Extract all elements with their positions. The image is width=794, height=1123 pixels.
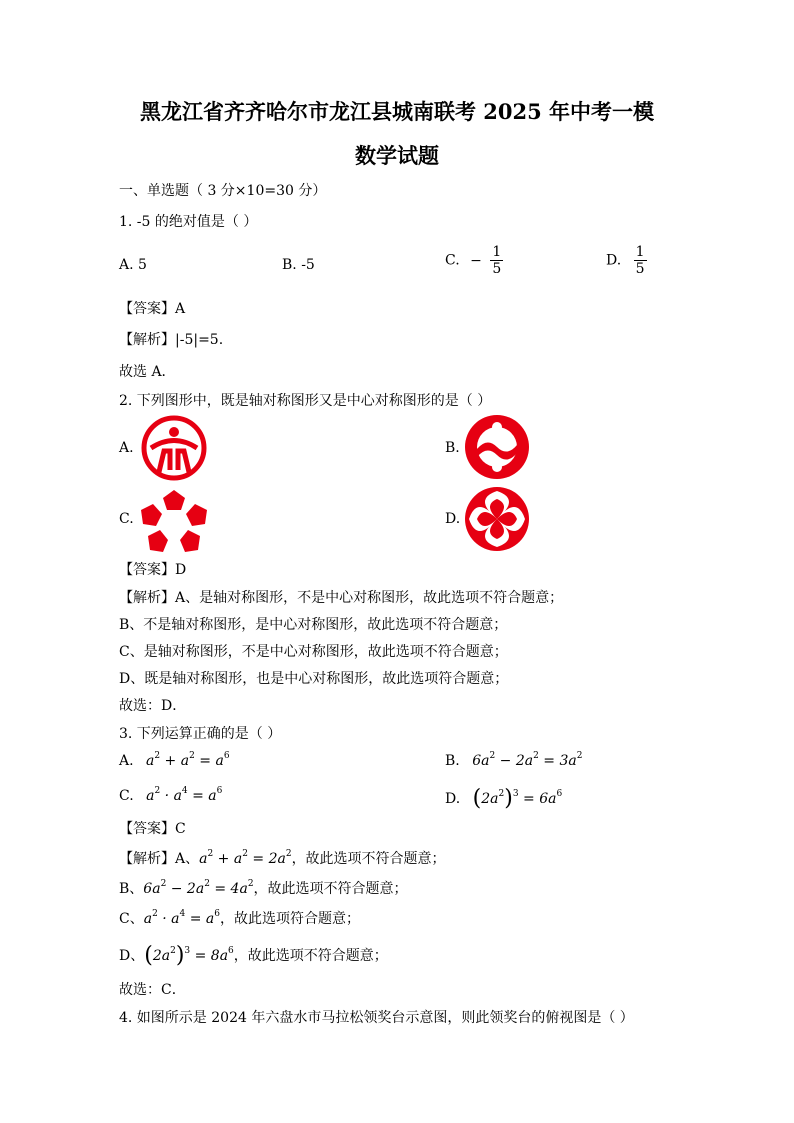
q3-option-b-label: B. <box>445 753 460 769</box>
q1-conclusion: 故选 A． <box>119 364 176 380</box>
q1-c-numerator: 1 <box>492 244 502 260</box>
q3-option-d-label: D. <box>445 791 461 807</box>
q3-option-a-label: A. <box>119 753 134 769</box>
q2-option-b-label: B. <box>445 440 460 456</box>
q1-c-denominator: 5 <box>492 261 502 277</box>
q3-analysis-d-prefix: D、 <box>119 948 145 964</box>
q1-d-numerator: 1 <box>635 244 645 260</box>
q2-option-c-label: C. <box>119 511 134 527</box>
q2-conclusion: 故选：D． <box>119 698 187 714</box>
q3-analysis-c-suffix: ，故此选项符合题意； <box>219 911 360 927</box>
q1-option-d-fraction <box>634 244 647 277</box>
q3-analysis-d-suffix: ，故此选项不符合题意； <box>233 948 388 964</box>
q3-analysis-b-prefix: B、 <box>119 881 144 897</box>
q1-d-denominator: 5 <box>635 261 645 277</box>
q3-analysis-d: D、$(2a^2)^3 = 8a^6$，故此选项不符合题意； <box>119 943 388 968</box>
q3-option-a: A. $a^2 + a^2 = a^6$ <box>119 751 230 769</box>
q3-stem: 3. 下列运算正确的是（ ） <box>119 726 282 742</box>
q3-analysis-c: C、$a^2 \cdot a^4 = a^6$，故此选项符合题意； <box>119 909 360 927</box>
section-heading: 一、单选题（ 3 分×10=30 分） <box>119 183 327 199</box>
page-subtitle: 数学试题 <box>355 143 439 168</box>
q3-analysis-prefix: 【解析】A、 <box>119 851 200 867</box>
q2-option-a-label: A. <box>119 440 134 456</box>
q2-figure-d-petal-circle <box>463 485 531 553</box>
q3-analysis-a: 【解析】A、$a^2 + a^2 = 2a^2$，故此选项不符合题意； <box>119 849 446 867</box>
q3-analysis-b-suffix: ，故此选项不符合题意； <box>253 881 408 897</box>
q2-option-d-label: D. <box>445 511 461 527</box>
q2-figure-a-emblem <box>139 415 209 481</box>
q1-option-c-fraction <box>490 244 503 277</box>
q1-option-c-sign: − <box>470 252 482 269</box>
q3-option-d: D. $(2a^2)^3 = 6a^6$ <box>445 786 563 811</box>
q2-analysis-line-2: B、不是轴对称图形，是中心对称图形，故此选项不符合题意； <box>119 617 508 633</box>
q3-option-c: C. $a^2 \cdot a^4 = a^6$ <box>119 786 223 804</box>
q1-option-d <box>606 244 647 277</box>
q3-analysis-a-suffix: ，故此选项不符合题意； <box>291 851 446 867</box>
q1-option-c <box>445 244 503 277</box>
q2-figure-c-pentagon-flower <box>138 488 210 554</box>
q1-option-a: A. 5 <box>119 257 147 273</box>
q2-figure-b-swirl <box>463 413 531 481</box>
q3-conclusion: 故选：C． <box>119 982 186 998</box>
q1-option-c-label: C. <box>445 252 460 269</box>
q2-stem: 2. 下列图形中，既是轴对称图形又是中心对称图形的是（ ） <box>119 393 492 409</box>
q2-answer: 【答案】D <box>119 562 187 578</box>
q1-option-b: B. -5 <box>282 257 315 273</box>
q2-analysis-line-3: C、是轴对称图形，不是中心对称图形，故此选项不符合题意； <box>119 644 508 660</box>
q2-analysis-line-4: D、既是轴对称图形，也是中心对称图形，故此选项符合题意； <box>119 671 509 687</box>
q3-analysis-b: B、$6a^2 - 2a^2 = 4a^2$，故此选项不符合题意； <box>119 879 408 897</box>
q1-analysis: 【解析】|-5|=5. <box>119 332 224 348</box>
q3-analysis-c-prefix: C、 <box>119 911 144 927</box>
q3-option-b: B. $6a^2 - 2a^2 = 3a^2$ <box>445 751 583 769</box>
q1-option-d-label: D. <box>606 252 622 269</box>
q1-stem: 1. -5 的绝对值是（ ） <box>119 214 258 230</box>
q2-analysis-line-1: 【解析】A、是轴对称图形，不是中心对称图形，故此选项不符合题意； <box>119 590 564 606</box>
q3-answer: 【答案】C <box>119 821 186 837</box>
q3-option-c-label: C. <box>119 788 134 804</box>
q4-stem: 4. 如图所示是 2024 年六盘水市马拉松领奖台示意图，则此领奖台的俯视图是（ ） <box>119 1010 634 1026</box>
q1-answer: 【答案】A <box>119 301 186 317</box>
page-title: 黑龙江省齐齐哈尔市龙江县城南联考 2025 年中考一模 <box>139 99 655 124</box>
